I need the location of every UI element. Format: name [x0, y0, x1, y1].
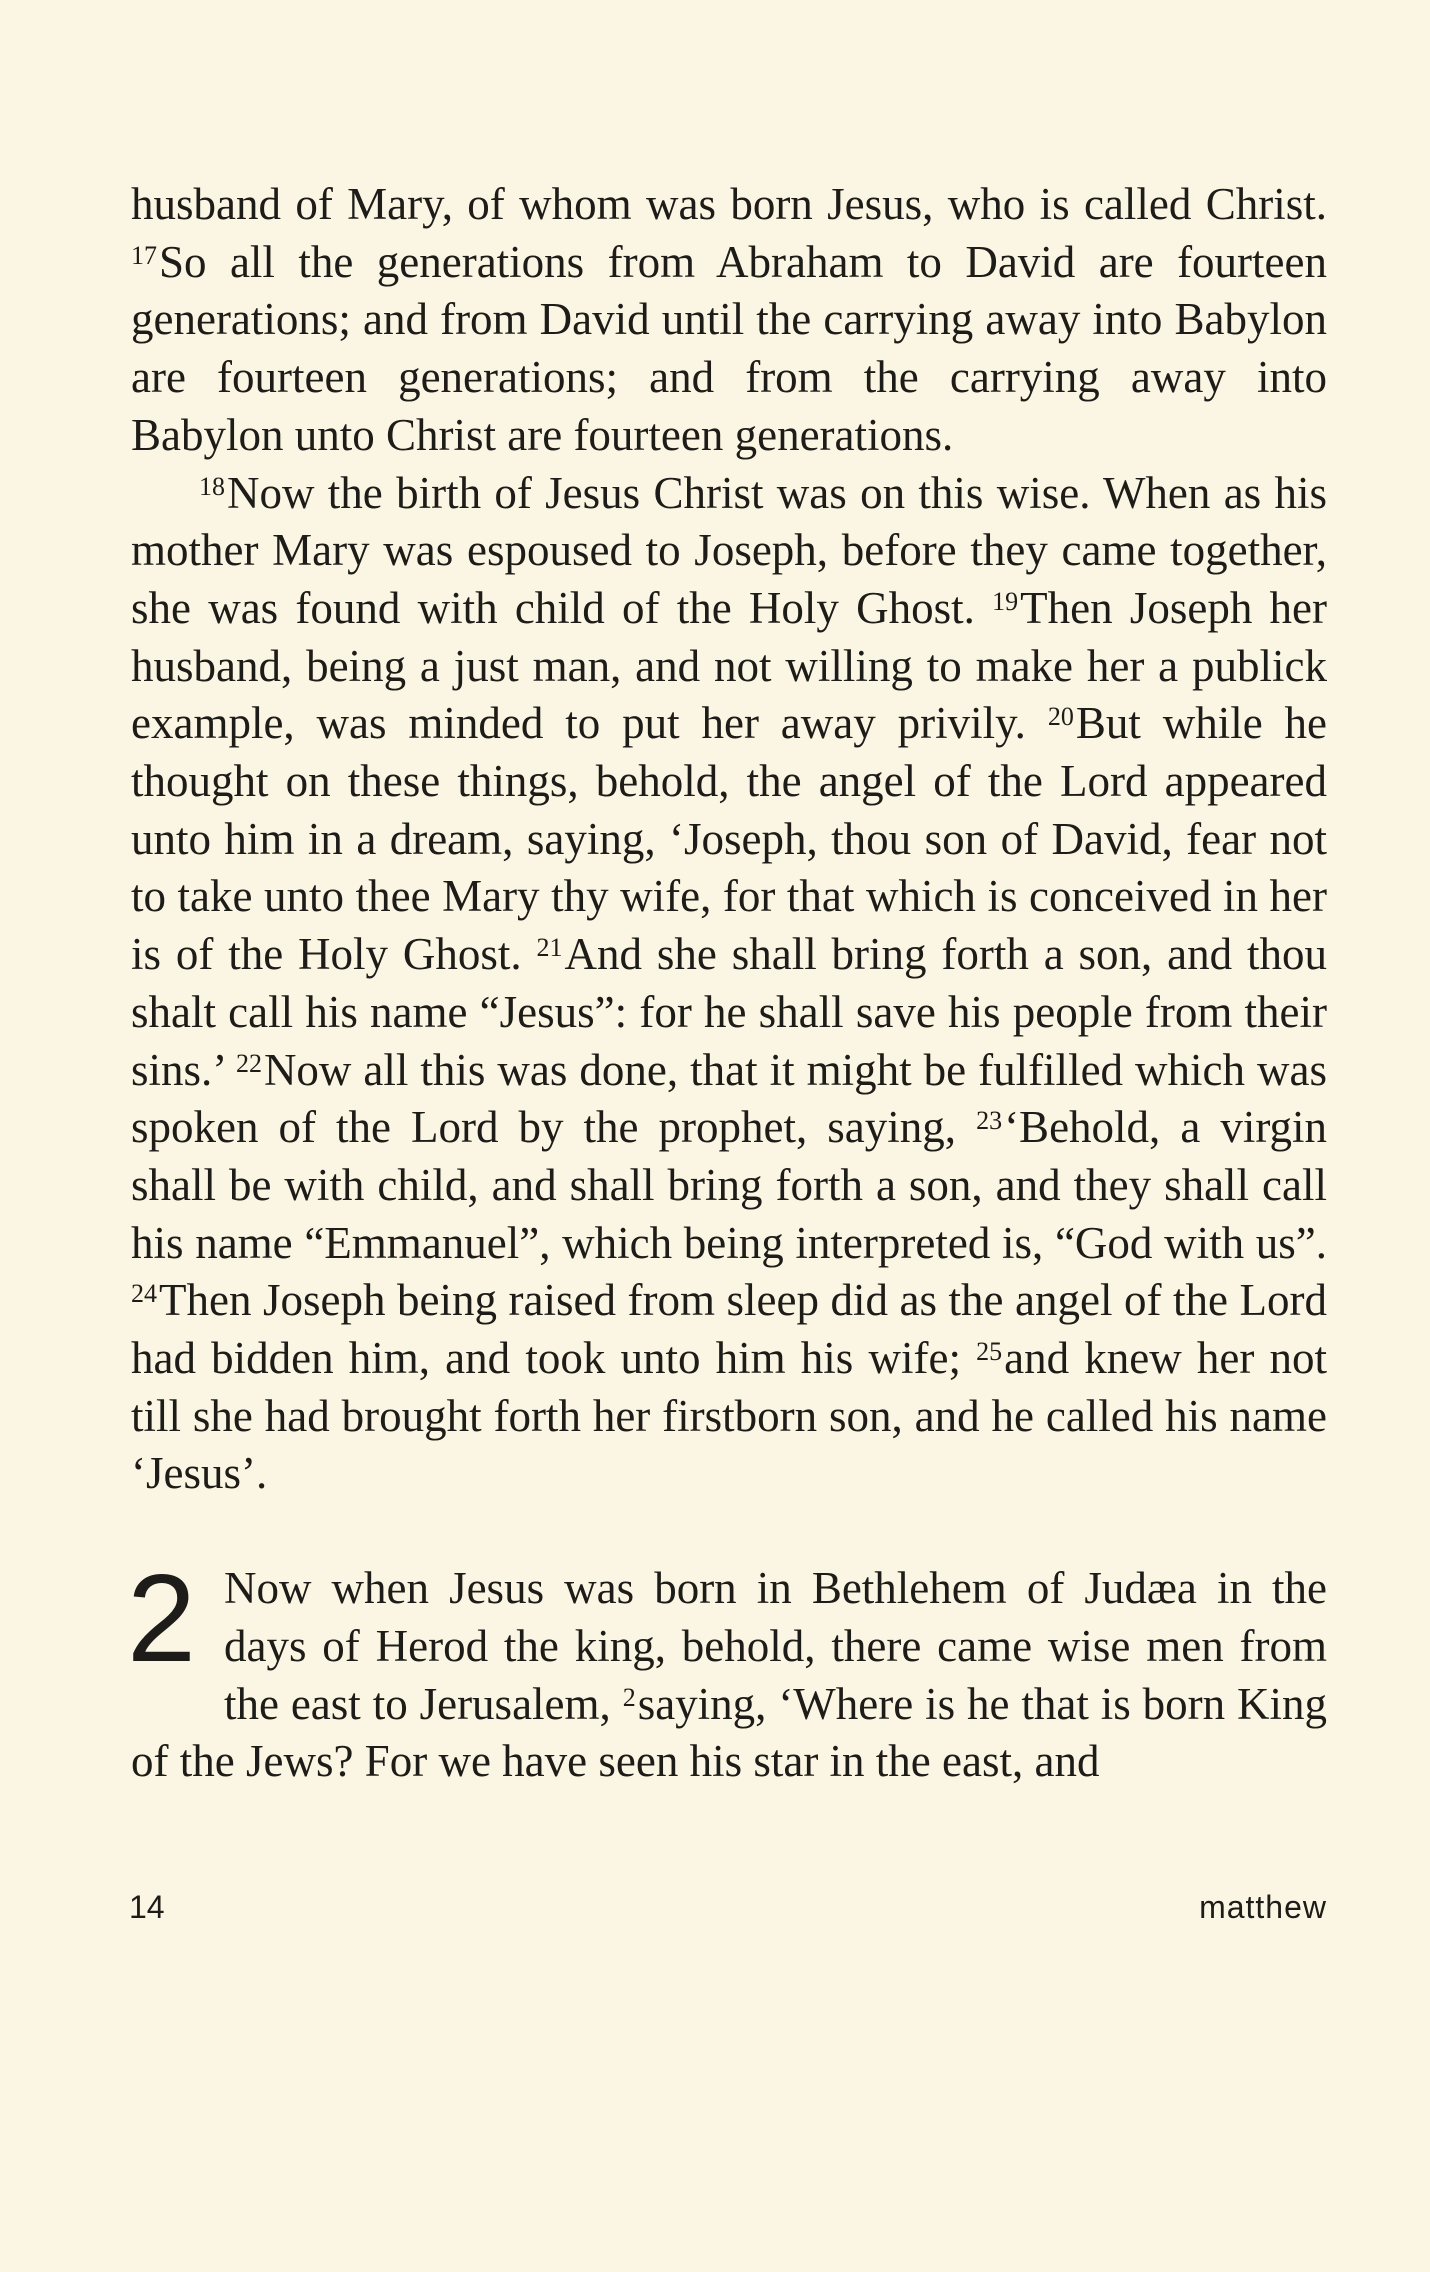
- verse-number-2: 2: [622, 1682, 636, 1712]
- verse-number-18: 18: [199, 471, 225, 501]
- chapter-2-verse-2-text: saying, ‘Where is he that is born King of the Jews? For we have seen his star in the east, and: [131, 1678, 1328, 1787]
- scripture-text: [127, 176, 1328, 1791]
- paragraph-birth-of-jesus: [131, 465, 1327, 1504]
- verse-number-21: 21: [536, 933, 563, 963]
- chapter-number: 2: [127, 1550, 196, 1689]
- verse-20-text: But while he thought on these things, behold, the angel of the Lord appeared unto him in a dream, saying, ‘Joseph, thou son of David, fear not to take unto thee Mary thy wife, for that which is conceived in her is of the Holy Ghost.: [131, 698, 1328, 980]
- paragraph-genealogy: [131, 176, 1327, 465]
- verse-16-text: husband of Mary, of whom was born Jesus, who is called Christ.: [131, 179, 1327, 229]
- verse-23-text: ‘Behold, a virgin shall be with child, and shall bring forth a son, and they shall call his name “Emmanuel”, which being interpreted is, “God with us”.: [131, 1102, 1327, 1268]
- verse-number-24: 24: [131, 1279, 157, 1309]
- book-name: matthew: [1199, 1889, 1327, 1925]
- verse-21-text: And she shall bring forth a son, and thou shalt call his name “Jesus”: for he shall save his people from their sins.’: [131, 929, 1327, 1095]
- verse-18-text: Now the birth of Jesus Christ was on this wise. When as his mother Mary was espoused to Joseph, before they came together, she was found with child of the Holy Ghost.: [131, 467, 1327, 633]
- verse-number-22: 22: [235, 1048, 262, 1078]
- verse-number-23: 23: [976, 1106, 1003, 1136]
- page-number: 14: [129, 1889, 165, 1925]
- chapter-2-verse-1-text: Now when Jesus was born in Bethlehem of Judæa in the days of Herod the king, behold, there came wise men from the east to Jerusalem,: [223, 1563, 1327, 1729]
- verse-25-text: and knew her not till she had brought forth her firstborn son, and he called his name ‘Jesus’.: [131, 1333, 1328, 1499]
- verse-number-17: 17: [131, 240, 157, 270]
- verse-19-text: Then Joseph her husband, being a just man, and not willing to make her a publick example, was minded to put her away privily.: [131, 582, 1327, 749]
- verse-17-text: So all the generations from Abraham to David are fourteen generations; and from David until the carrying away into Babylon are fourteen generations; and from the carrying away into Babylon unto Christ are fourteen generations.: [131, 236, 1327, 460]
- verse-number-25: 25: [976, 1337, 1003, 1367]
- verse-22-text: Now all this was done, that it might be fulfilled which was spoken of the Lord by the prophet, saying,: [131, 1044, 1327, 1153]
- verse-number-20: 20: [1047, 702, 1074, 732]
- verse-number-19: 19: [992, 586, 1019, 616]
- verse-24-text: Then Joseph being raised from sleep did as the angel of the Lord had bidden him, and took unto him his wife;: [131, 1275, 1327, 1384]
- paragraph-chapter-2: [127, 1550, 1328, 1791]
- page-footer: [129, 1887, 1327, 1927]
